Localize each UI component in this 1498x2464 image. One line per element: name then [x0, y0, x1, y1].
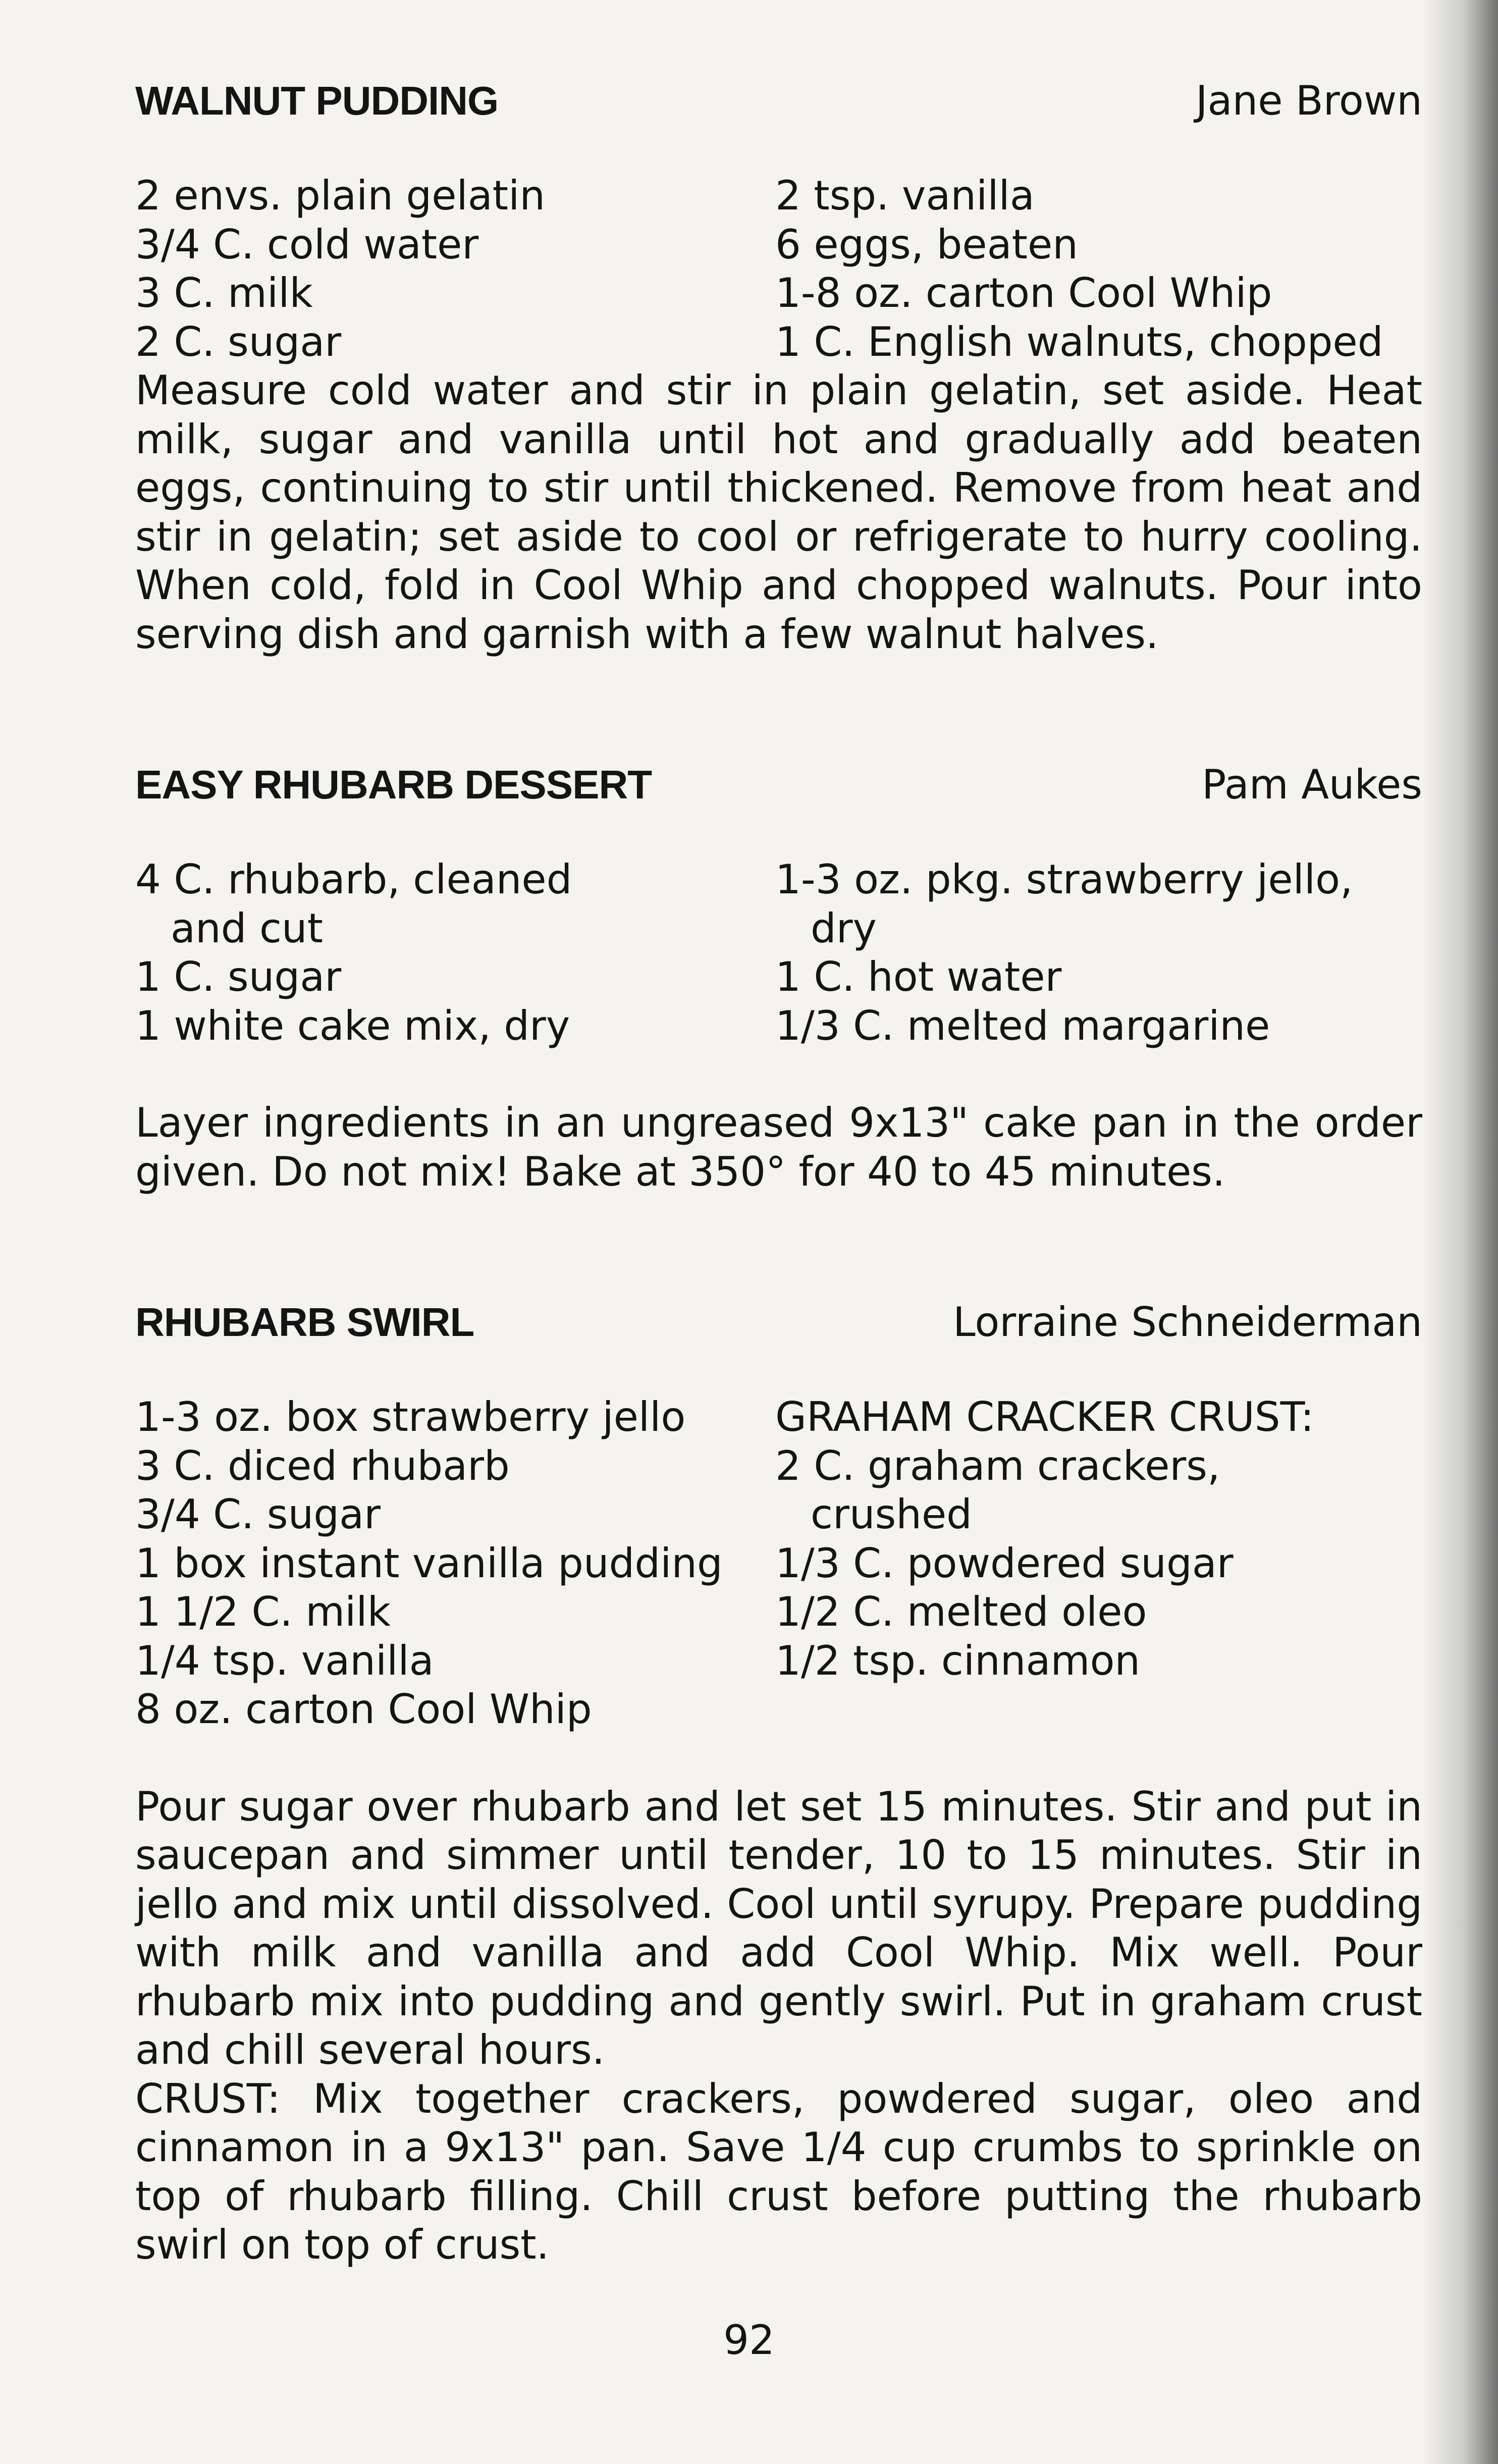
ingredient-item-continuation: and cut [171, 904, 323, 952]
instructions-paragraph: Measure cold water and stir in plain gelatin, set aside. Heat milk, sugar and vanilla until hot and gradually add beaten eggs, continuing to stir until thickened. Remove from heat and stir in gelatin; set aside to cool or refrigerate to hurry cooling. When cold, fold in Cool Whip and chopped walnuts. Pour into serving dish and garnish with a few walnut halves. [135, 367, 1422, 658]
recipe-author: Lorraine Schneiderman [953, 1299, 1422, 1346]
crust-subheading: GRAHAM CRACKER CRUST: [775, 1394, 1314, 1440]
ingredient-item: 3/4 C. sugar [135, 1491, 381, 1538]
crust-instructions-paragraph: CRUST: Mix together crackers, powdered sugar, oleo and cinnamon in a 9x13" pan. Save 1/4 cup crumbs to sprinkle on top of rhubarb filling. Chill crust before putting the rhubarb swirl on top of crust. [135, 2075, 1422, 2268]
recipe-header [135, 760, 1422, 810]
ingredient-column-left [135, 172, 775, 366]
recipe-author: Jane Brown [1195, 77, 1422, 124]
ingredient-column-left [135, 855, 775, 1050]
ingredient-item: 2 C. graham crackers, [775, 1442, 1220, 1489]
instructions-paragraph: Pour sugar over rhubarb and let set 15 minutes. Stir and put in saucepan and simmer until tender, 10 to 15 minutes. Stir in jello and mix until dissolved. Cool until syrupy. Prepare pudding with milk and vanilla and add Cool Whip. Mix well. Pour rhubarb mix into pudding and gently swirl. Put in graham crust and chill several hours. [135, 1783, 1422, 2073]
ingredient-item: 3 C. diced rhubarb [135, 1442, 510, 1489]
recipe-title: RHUBARB SWIRL [135, 1300, 474, 1345]
recipe-rhubarb-swirl [135, 1297, 1422, 2270]
recipe-spacer [135, 1196, 1422, 1297]
ingredient-item: 1/3 C. powdered sugar [775, 1539, 1234, 1587]
page-number: 92 [723, 2317, 775, 2364]
recipe-header [135, 76, 1422, 126]
ingredient-item: 1 C. hot water [775, 953, 1062, 1000]
ingredient-column-right [775, 172, 1422, 366]
ingredient-column-right [775, 855, 1422, 1050]
ingredient-column-right [775, 1393, 1422, 1734]
ingredient-item: 1 C. English walnuts, chopped [775, 318, 1383, 365]
ingredient-item: 1 box instant vanilla pudding [135, 1539, 723, 1587]
ingredient-list [135, 1393, 1422, 1734]
recipe-title: WALNUT PUDDING [135, 78, 499, 123]
recipe-instructions [135, 366, 1422, 659]
ingredient-item: 2 envs. plain gelatin [135, 172, 546, 219]
ingredient-item: 2 C. sugar [135, 318, 342, 365]
ingredient-list [135, 172, 1422, 366]
recipe-header [135, 1297, 1422, 1348]
ingredient-item: 6 eggs, beaten [775, 221, 1078, 268]
ingredient-item-continuation: dry [811, 904, 877, 952]
recipe-instructions [135, 1099, 1422, 1196]
ingredient-item: 1/3 C. melted margarine [775, 1002, 1270, 1049]
ingredient-item: 3/4 C. cold water [135, 221, 479, 268]
ingredient-item: 1 1/2 C. milk [135, 1588, 391, 1635]
ingredient-item-continuation: crushed [811, 1491, 972, 1538]
ingredient-item: 1 C. sugar [135, 953, 342, 1000]
recipe-easy-rhubarb-dessert [135, 760, 1422, 1196]
ingredient-item: 1-3 oz. pkg. strawberry jello, [775, 856, 1353, 903]
ingredient-item: 1-3 oz. box strawberry jello [135, 1394, 686, 1440]
recipe-title: EASY RHUBARB DESSERT [135, 762, 652, 807]
recipe-author: Pam Aukes [1202, 761, 1422, 808]
recipe-walnut-pudding [135, 76, 1422, 659]
ingredient-item: 1 white cake mix, dry [135, 1002, 570, 1049]
ingredient-item: 1/2 tsp. cinnamon [775, 1637, 1141, 1684]
ingredient-item: 1-8 oz. carton Cool Whip [775, 270, 1272, 316]
ingredient-item: 4 C. rhubarb, cleaned [135, 856, 572, 903]
instructions-paragraph: Layer ingredients in an ungreased 9x13" cake pan in the order given. Do not mix! Bake at 350° for 40 to 45 minutes. [135, 1099, 1422, 1195]
ingredient-item: 3 C. milk [135, 270, 313, 316]
recipe-instructions [135, 1783, 1422, 2270]
ingredient-item: 2 tsp. vanilla [775, 172, 1035, 219]
recipe-spacer [135, 659, 1422, 760]
ingredient-list [135, 855, 1422, 1050]
ingredient-item: 8 oz. carton Cool Whip [135, 1686, 592, 1733]
ingredient-item: 1/4 tsp. vanilla [135, 1637, 434, 1684]
page-content [135, 76, 1422, 2270]
page-edge-shadow [1422, 0, 1498, 2464]
ingredient-column-left [135, 1393, 775, 1734]
ingredient-item: 1/2 C. melted oleo [775, 1588, 1147, 1635]
